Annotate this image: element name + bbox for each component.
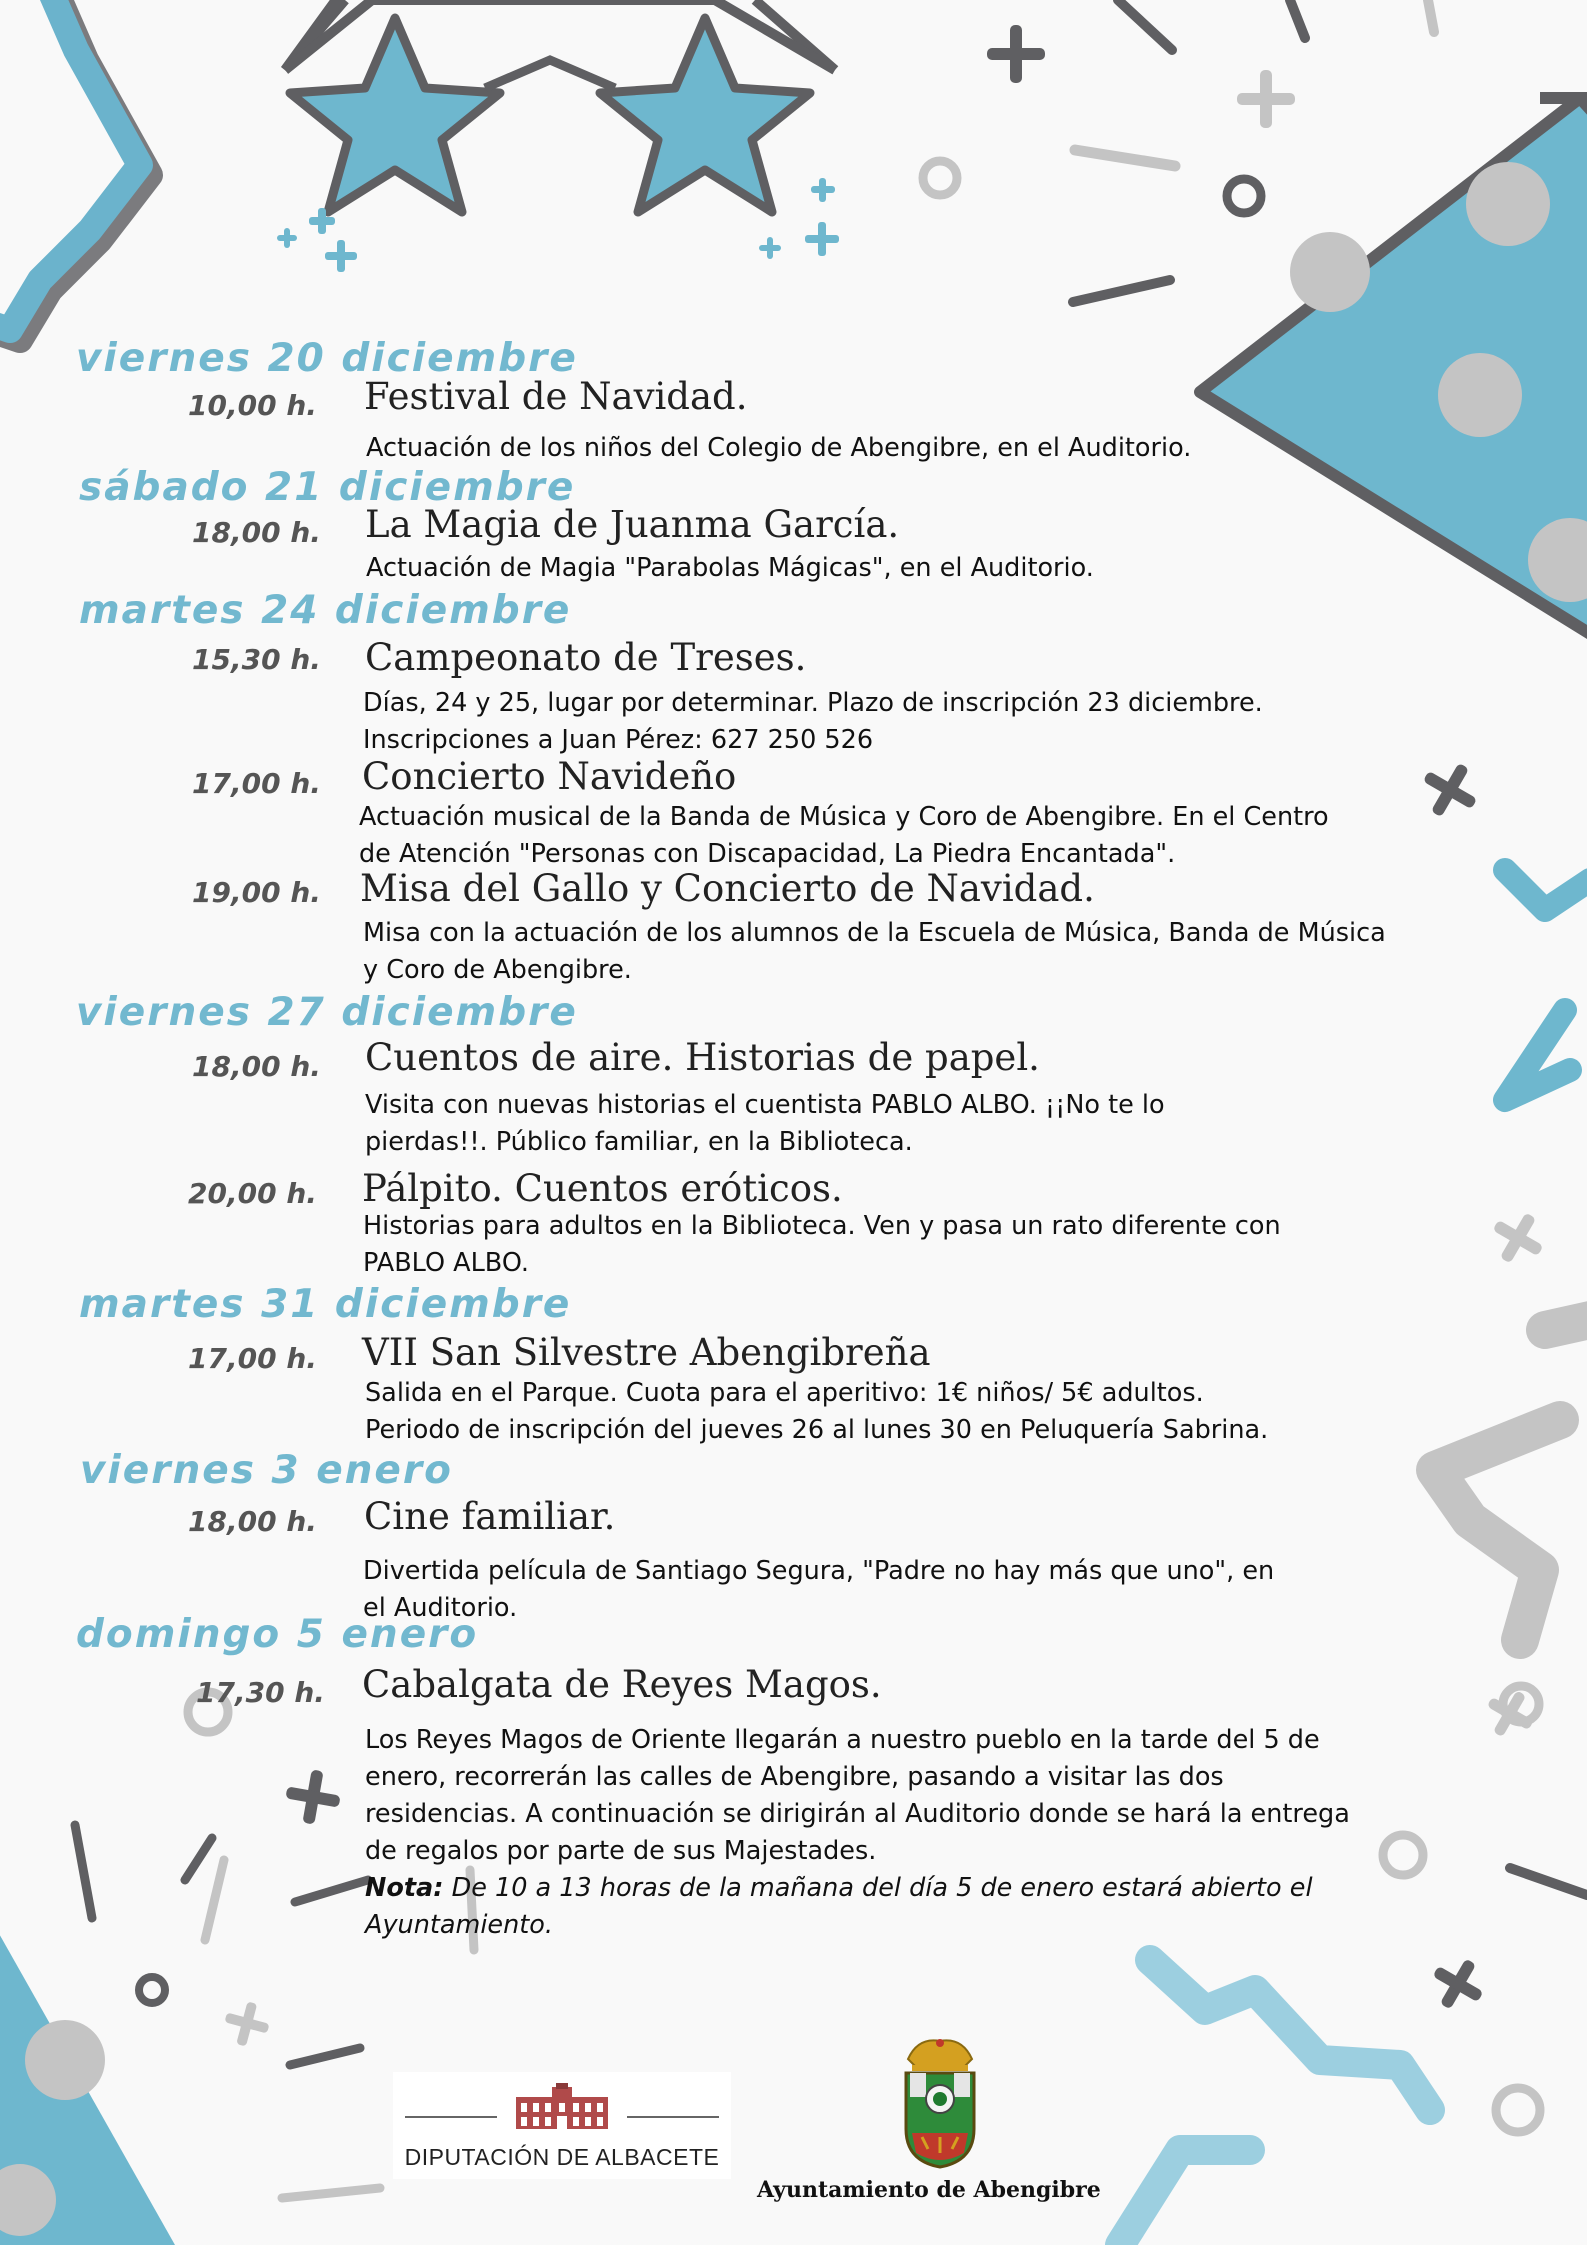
- event-title: Campeonato de Treses.: [365, 636, 807, 679]
- divider: [627, 2116, 719, 2118]
- plus-cluster-left: [277, 208, 357, 272]
- event-description: Días, 24 y 25, lugar por determinar. Plazo de inscripción 23 diciembre.: [363, 688, 1263, 718]
- event-title: La Magia de Juanma García.: [365, 503, 900, 546]
- dash: [295, 1880, 368, 1902]
- plus-cluster-right: [759, 178, 839, 259]
- x-mark-light: [1482, 1202, 1553, 1273]
- event-description: y Coro de Abengibre.: [363, 955, 632, 985]
- event-time: 15,30 h.: [192, 643, 321, 676]
- date-heading: viernes 20 diciembre: [76, 336, 578, 381]
- dash: [1428, 0, 1434, 32]
- party-hat: [1200, 98, 1587, 640]
- event-time: 18,00 h.: [188, 1505, 317, 1538]
- divider: [405, 2116, 497, 2118]
- building-icon: [512, 2083, 612, 2129]
- star-outline-bottom-right: [1120, 1960, 1430, 2245]
- event-description: Divertida película de Santiago Segura, "Padre no hay más que uno", en: [363, 1556, 1275, 1586]
- plus-gray-top: [987, 25, 1045, 83]
- dash: [185, 1838, 212, 1880]
- event-title: Cine familiar.: [364, 1495, 616, 1538]
- plus-light-top: [1237, 70, 1295, 128]
- event-title: Cabalgata de Reyes Magos.: [362, 1663, 882, 1706]
- x-mark-right: [1412, 752, 1488, 828]
- dash: [1118, 0, 1172, 50]
- diputacion-label: DIPUTACIÓN DE ALBACETE: [404, 2144, 720, 2170]
- event-description: de regalos por parte de sus Majestades.: [365, 1836, 877, 1866]
- x-mark-lower-right: [1422, 1948, 1493, 2019]
- star-glasses: [285, 0, 835, 212]
- event-time: 17,30 h.: [196, 1676, 325, 1709]
- event-description: de Atención "Personas con Discapacidad, La Piedra Encantada".: [359, 839, 1176, 869]
- event-time: 17,00 h.: [192, 767, 321, 800]
- event-time: 10,00 h.: [188, 389, 317, 422]
- ring-dark: [1227, 179, 1261, 213]
- event-description: residencias. A continuación se dirigirán al Auditorio donde se hará la entrega: [365, 1799, 1350, 1829]
- event-time: 19,00 h.: [192, 876, 321, 909]
- event-description: Actuación musical de la Banda de Música y Coro de Abengibre. En el Centro: [359, 802, 1329, 832]
- plus-light-bottom: [220, 1997, 274, 2051]
- event-description: enero, recorrerán las calles de Abengibre, pasando a visitar las dos: [365, 1762, 1224, 1792]
- event-time: 18,00 h.: [192, 1050, 321, 1083]
- date-heading: martes 24 diciembre: [79, 588, 572, 633]
- event-description: Actuación de los niños del Colegio de Abengibre, en el Auditorio.: [366, 433, 1192, 463]
- star-outline-right: [1505, 870, 1587, 1100]
- note-label: Nota:: [365, 1873, 444, 1903]
- event-title: Misa del Gallo y Concierto de Navidad.: [360, 867, 1095, 910]
- event-description: Salida en el Parque. Cuota para el aperitivo: 1€ niños/ 5€ adultos.: [365, 1378, 1204, 1408]
- dash: [282, 2188, 380, 2198]
- event-title: Pálpito. Cuentos eróticos.: [362, 1167, 843, 1210]
- event-time: 18,00 h.: [192, 516, 321, 549]
- dash: [290, 2048, 360, 2065]
- event-description: PABLO ALBO.: [363, 1248, 529, 1278]
- event-title: Cuentos de aire. Historias de papel.: [365, 1036, 1040, 1079]
- dash: [1510, 1868, 1587, 1895]
- date-heading: domingo 5 enero: [76, 1612, 479, 1657]
- date-heading: viernes 3 enero: [80, 1448, 453, 1493]
- event-description: Misa con la actuación de los alumnos de la Escuela de Música, Banda de Música: [363, 918, 1386, 948]
- party-hat-bottom-left: [0, 1900, 175, 2245]
- event-description: Inscripciones a Juan Pérez: 627 250 526: [363, 725, 874, 755]
- ring-light: [923, 161, 957, 195]
- event-description: Visita con nuevas historias el cuentista PABLO ALBO. ¡¡No te lo: [365, 1090, 1165, 1120]
- date-heading: viernes 27 diciembre: [76, 990, 578, 1035]
- date-heading: sábado 21 diciembre: [79, 465, 576, 510]
- event-title: Concierto Navideño: [362, 755, 737, 798]
- dash: [1075, 150, 1175, 166]
- date-heading: martes 31 diciembre: [79, 1282, 572, 1327]
- note-text: De 10 a 13 horas de la mañana del día 5 de enero estará abierto el: [451, 1873, 1313, 1903]
- event-time: 20,00 h.: [188, 1177, 317, 1210]
- x-mark-lower-left: [282, 1766, 345, 1829]
- dash: [1290, 0, 1305, 38]
- event-title: Festival de Navidad.: [364, 375, 748, 418]
- note: [365, 1870, 1313, 1907]
- star-outline-gray-right: [1435, 1320, 1587, 1640]
- dash: [205, 1860, 224, 1940]
- ayuntamiento-label: Ayuntamiento de Abengibre: [757, 2177, 1101, 2203]
- dash: [1073, 280, 1170, 302]
- ring-dark: [139, 1977, 165, 2003]
- event-description: el Auditorio.: [363, 1593, 518, 1623]
- star-outline-top-left: [0, 0, 150, 340]
- event-description: pierdas!!. Público familiar, en la Biblioteca.: [365, 1127, 913, 1157]
- event-description: Los Reyes Magos de Oriente llegarán a nuestro pueblo en la tarde del 5 de: [365, 1725, 1320, 1755]
- dash: [75, 1825, 92, 1918]
- coat-of-arms-icon: [898, 2037, 982, 2169]
- event-description: Historias para adultos en la Biblioteca. Ven y pasa un rato diferente con: [363, 1211, 1281, 1241]
- diputacion-logo: [393, 2072, 731, 2179]
- event-time: 17,00 h.: [188, 1342, 317, 1375]
- event-title: VII San Silvestre Abengibreña: [362, 1331, 931, 1374]
- note-text: Ayuntamiento.: [365, 1910, 553, 1940]
- ring-light: [1383, 1835, 1423, 1875]
- event-description: Actuación de Magia "Parabolas Mágicas", en el Auditorio.: [366, 553, 1094, 583]
- event-description: Periodo de inscripción del jueves 26 al lunes 30 en Peluquería Sabrina.: [365, 1415, 1269, 1445]
- ring-light: [1496, 2088, 1540, 2132]
